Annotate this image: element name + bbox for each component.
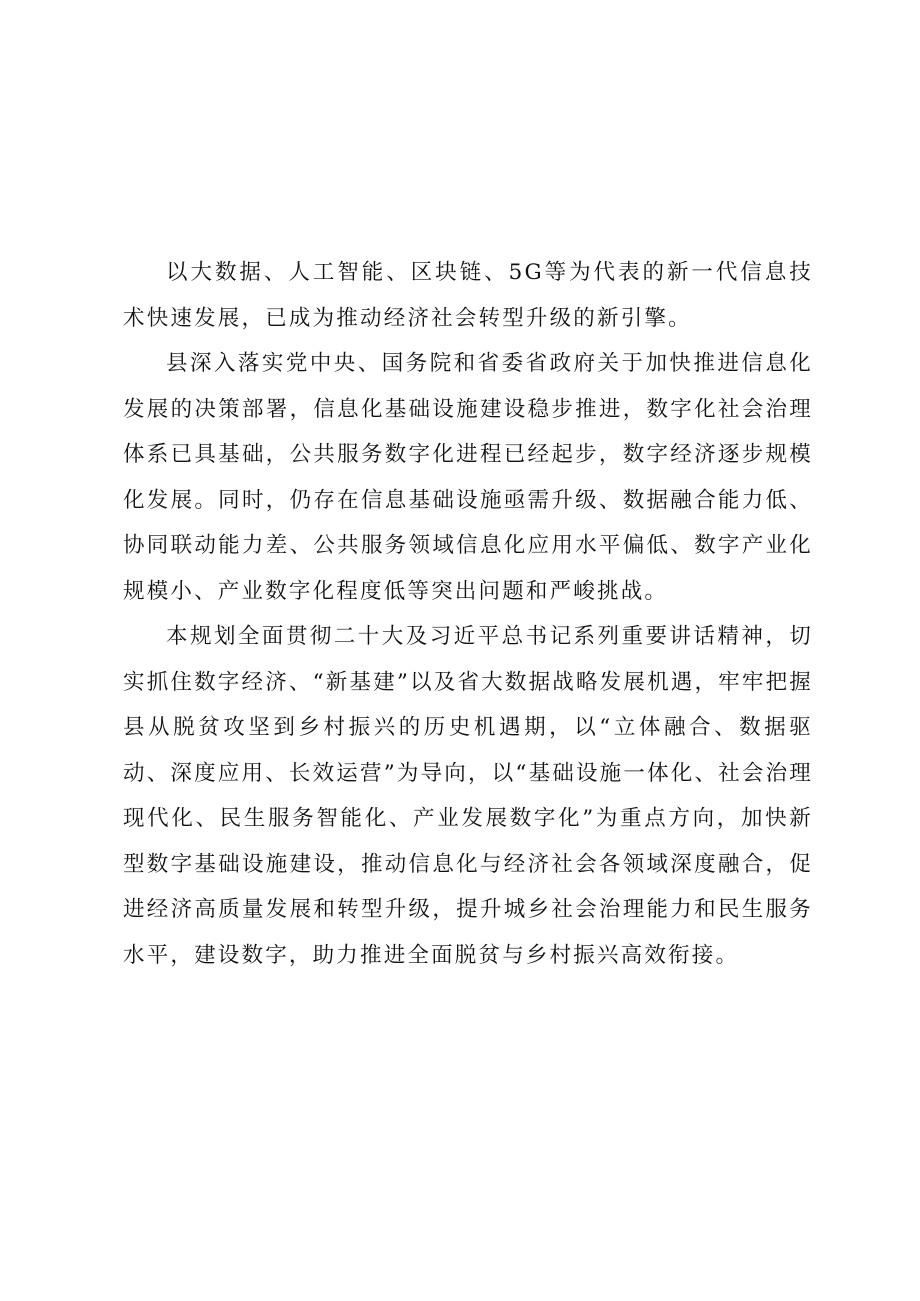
paragraph-status: 县深入落实党中央、国务院和省委省政府关于加快推进信息化发展的决策部署，信息化基础设施建设稳步推进，数字化社会治理体系已具基础，公共服务数字化进程已经起步，数字经济逐步规模化发展。同时，仍存在信息基础设施亟需升级、数据融合能力低、协同联动能力差、公共服务领域信息化应用水平偏低、数字产业化规模小、产业数字化程度低等突出问题和严峻挑战。 xyxy=(123,351,813,604)
document-body xyxy=(123,250,813,978)
paragraph-plan: 本规划全面贯彻二十大及习近平总书记系列重要讲话精神，切实抓住数字经济、“新基建”以及省大数据战略发展机遇，牢牢把握县从脱贫攻坚到乡村振兴的历史机遇期，以“立体融合、数据驱动、深度应用、长效运营”为导向，以“基础设施一体化、社会治理现代化、民生服务智能化、产业发展数字化”为重点方向，加快新型数字基础设施建设，推动信息化与经济社会各领域深度融合，促进经济高质量发展和转型升级，提升城乡社会治理能力和民生服务水平，建设数字，助力推进全面脱贫与乡村振兴高效衔接。 xyxy=(123,624,813,968)
paragraph-intro: 以大数据、人工智能、区块链、5G等为代表的新一代信息技术快速发展，已成为推动经济社会转型升级的新引擎。 xyxy=(123,260,813,331)
